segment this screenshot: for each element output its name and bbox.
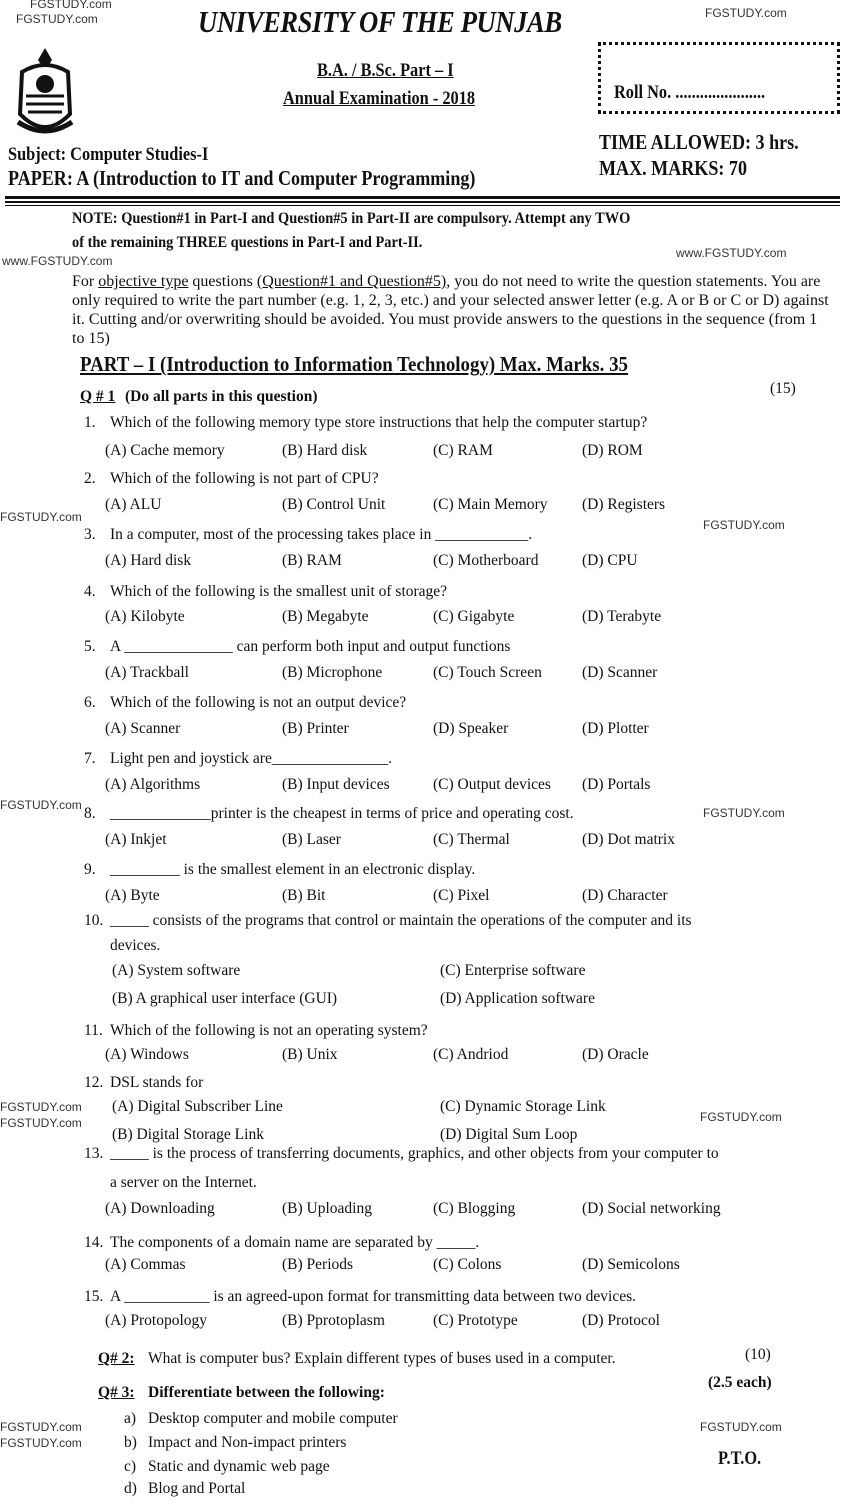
item-letter: c) — [124, 1458, 137, 1475]
note-line-1: NOTE: Question#1 in Part-I and Question#5 in Part-II are compulsory. Attempt any TWO — [72, 210, 631, 227]
answer-option: (D) CPU — [582, 552, 638, 569]
question-text: DSL stands for — [110, 1074, 204, 1091]
university-title: UNIVERSITY OF THE PUNJAB — [198, 4, 562, 39]
answer-option: (B) Bit — [282, 887, 326, 904]
answer-option: (B) Megabyte — [282, 608, 369, 625]
watermark: FGSTUDY.com — [0, 1436, 82, 1450]
answer-option: (C) Touch Screen — [433, 664, 542, 681]
answer-option: (D) Terabyte — [582, 608, 662, 625]
watermark: FGSTUDY.com — [700, 1110, 782, 1124]
answer-option: (D) Scanner — [582, 664, 658, 681]
answer-option: (D) Speaker — [433, 720, 509, 737]
answer-option: (C) Output devices — [433, 776, 551, 793]
question-text: In a computer, most of the processing takes place in ____________. — [110, 526, 533, 543]
program-label: B.A. / B.Sc. Part – I — [317, 60, 454, 81]
watermark: FGSTUDY.com — [705, 6, 787, 20]
watermark: FGSTUDY.com — [703, 806, 785, 820]
answer-option: (C) Motherboard — [433, 552, 539, 569]
question-text: Which of the following memory type store instructions that help the computer startup? — [110, 414, 648, 431]
question-text: Which of the following is not an operating system? — [110, 1022, 428, 1039]
question-text: The components of a domain name are separated by _____. — [110, 1234, 480, 1251]
question-number: 8. — [84, 805, 96, 822]
answer-option: (D) Plotter — [582, 720, 649, 737]
question-number: 4. — [84, 583, 96, 600]
answer-option: (D) Semicolons — [582, 1256, 680, 1273]
answer-option: (A) Byte — [105, 887, 160, 904]
watermark: FGSTUDY.com — [703, 518, 785, 532]
time-allowed: TIME ALLOWED: 3 hrs. — [599, 130, 799, 154]
exam-label: Annual Examination - 2018 — [283, 88, 476, 109]
question-text: Which of the following is not an output device? — [110, 694, 407, 711]
answer-option: (B) Unix — [282, 1046, 338, 1063]
question-number: 12. — [84, 1074, 104, 1091]
paper-label: PAPER: A (Introduction to IT and Computer Programming) — [8, 166, 476, 190]
answer-option: (B) Laser — [282, 831, 341, 848]
item-text: Impact and Non-impact printers — [148, 1434, 347, 1451]
question-text: Which of the following is the smallest unit of storage? — [110, 583, 448, 600]
pto-label: P.T.O. — [718, 1448, 762, 1469]
answer-option: (B) Uploading — [282, 1200, 372, 1217]
question-number: 15. — [84, 1288, 104, 1305]
answer-option: (D) Registers — [582, 496, 666, 513]
q1-instruction: (Do all parts in this question) — [125, 388, 318, 405]
answer-option: (A) Commas — [105, 1256, 186, 1273]
answer-option: (C) Dynamic Storage Link — [440, 1098, 606, 1115]
answer-option: (C) Enterprise software — [440, 962, 586, 979]
question-text: A ______________ can perform both input and output functions — [110, 638, 511, 655]
answer-option: (C) Gigabyte — [433, 608, 515, 625]
question-text-continued: devices. — [110, 937, 161, 954]
answer-option: (A) Kilobyte — [105, 608, 185, 625]
answer-option: (A) Digital Subscriber Line — [112, 1098, 283, 1115]
watermark: FGSTUDY.com — [0, 798, 82, 812]
answer-option: (D) Dot matrix — [582, 831, 675, 848]
question-text-continued: a server on the Internet. — [110, 1174, 257, 1191]
question-number: 1. — [84, 414, 96, 431]
answer-option: (D) Oracle — [582, 1046, 649, 1063]
answer-option: (A) ALU — [105, 496, 162, 513]
answer-option: (C) Colons — [433, 1256, 502, 1273]
answer-option: (A) Windows — [105, 1046, 189, 1063]
note-line-2: of the remaining THREE questions in Part-I and Part-II. — [72, 234, 423, 251]
university-crest-logo — [12, 44, 78, 142]
question-number: 13. — [84, 1145, 104, 1162]
q3-text: Differentiate between the following: — [148, 1384, 385, 1401]
question-number: 5. — [84, 638, 96, 655]
watermark: FGSTUDY.com — [16, 12, 98, 26]
divider — [5, 196, 840, 199]
question-text: _____ is the process of transferring documents, graphics, and other objects from your computer to — [110, 1145, 719, 1162]
q1-label: Q # 1 — [80, 388, 116, 405]
question-number: 7. — [84, 750, 96, 767]
watermark: www.FGSTUDY.com — [676, 246, 787, 260]
answer-option: (D) Social networking — [582, 1200, 721, 1217]
answer-option: (C) RAM — [433, 442, 493, 459]
q2-text: What is computer bus? Explain different types of buses used in a computer. — [148, 1350, 616, 1367]
answer-option: (A) Algorithms — [105, 776, 201, 793]
answer-option: (A) Hard disk — [105, 552, 192, 569]
answer-option: (B) A graphical user interface (GUI) — [112, 990, 338, 1007]
watermark: FGSTUDY.com — [0, 1100, 82, 1114]
max-marks: MAX. MARKS: 70 — [599, 156, 747, 180]
answer-option: (B) Periods — [282, 1256, 354, 1273]
answer-option: (A) Protopology — [105, 1312, 208, 1329]
answer-option: (D) ROM — [582, 442, 643, 459]
answer-option: (B) Digital Storage Link — [112, 1126, 264, 1143]
answer-option: (A) Scanner — [105, 720, 181, 737]
watermark: FGSTUDY.com — [700, 1420, 782, 1434]
question-number: 3. — [84, 526, 96, 543]
q1-marks: (15) — [770, 380, 796, 397]
question-text: _________ is the smallest element in an electronic display. — [110, 861, 476, 878]
answer-option: (A) Inkjet — [105, 831, 167, 848]
question-number: 2. — [84, 470, 96, 487]
divider — [5, 205, 840, 206]
item-letter: a) — [124, 1410, 137, 1427]
answer-option: (D) Digital Sum Loop — [440, 1126, 578, 1143]
question-text: _____________printer is the cheapest in terms of price and operating cost. — [110, 805, 574, 822]
q2-label: Q# 2: — [98, 1350, 135, 1367]
answer-option: (B) Microphone — [282, 664, 383, 681]
answer-option: (A) System software — [112, 962, 241, 979]
answer-option: (D) Character — [582, 887, 668, 904]
question-text: A ___________ is an agreed-upon format for transmitting data between two devices. — [110, 1288, 637, 1305]
item-text: Blog and Portal — [148, 1480, 246, 1497]
question-number: 11. — [84, 1022, 103, 1039]
divider — [5, 201, 840, 203]
answer-option: (A) Downloading — [105, 1200, 215, 1217]
question-text: Light pen and joystick are_______________. — [110, 750, 392, 767]
answer-option: (C) Prototype — [433, 1312, 518, 1329]
question-number: 10. — [84, 912, 104, 929]
answer-option: (D) Application software — [440, 990, 595, 1007]
answer-option: (A) Cache memory — [105, 442, 225, 459]
answer-option: (C) Main Memory — [433, 496, 548, 513]
question-text: Which of the following is not part of CPU? — [110, 470, 379, 487]
watermark: FGSTUDY.com — [30, 0, 112, 11]
watermark: www.FGSTUDY.com — [2, 254, 113, 268]
question-number: 9. — [84, 861, 96, 878]
q2-marks: (10) — [745, 1346, 771, 1363]
watermark: FGSTUDY.com — [0, 1420, 82, 1434]
watermark: FGSTUDY.com — [0, 1116, 82, 1130]
question-number: 6. — [84, 694, 96, 711]
item-letter: d) — [124, 1480, 137, 1497]
part-1-title: PART – I (Introduction to Information Technology) Max. Marks. 35 — [80, 352, 629, 376]
answer-option: (B) Control Unit — [282, 496, 386, 513]
answer-option: (B) Input devices — [282, 776, 390, 793]
answer-option: (C) Blogging — [433, 1200, 516, 1217]
question-number: 14. — [84, 1234, 104, 1251]
answer-option: (B) RAM — [282, 552, 342, 569]
q3-marks: (2.5 each) — [708, 1374, 772, 1391]
answer-option: (C) Andriod — [433, 1046, 509, 1063]
item-text: Desktop computer and mobile computer — [148, 1410, 398, 1427]
watermark: FGSTUDY.com — [0, 510, 82, 524]
answer-option: (B) Pprotoplasm — [282, 1312, 385, 1329]
roll-no-field: Roll No. ...................... — [614, 82, 766, 103]
item-text: Static and dynamic web page — [148, 1458, 330, 1475]
answer-option: (D) Portals — [582, 776, 651, 793]
instructions-paragraph: For objective type questions (Question#1 and Question#5), you do not need to write the question statements. You are only required to write the part number (e.g. 1, 2, 3, etc.) and your selected answer letter (e.g. A or B or C or D) against it. Cutting and/or overwriting should be avoided. You must provide answers to the questions in the sequence (from 1 to 15) — [72, 273, 829, 347]
answer-option: (B) Hard disk — [282, 442, 368, 459]
answer-option: (A) Trackball — [105, 664, 189, 681]
item-letter: b) — [124, 1434, 137, 1451]
answer-option: (D) Protocol — [582, 1312, 660, 1329]
answer-option: (B) Printer — [282, 720, 349, 737]
answer-option: (C) Thermal — [433, 831, 510, 848]
answer-option: (C) Pixel — [433, 887, 490, 904]
subject-label: Subject: Computer Studies-I — [8, 144, 209, 165]
q3-label: Q# 3: — [98, 1384, 135, 1401]
question-text: _____ consists of the programs that control or maintain the operations of the computer and its — [110, 912, 692, 929]
